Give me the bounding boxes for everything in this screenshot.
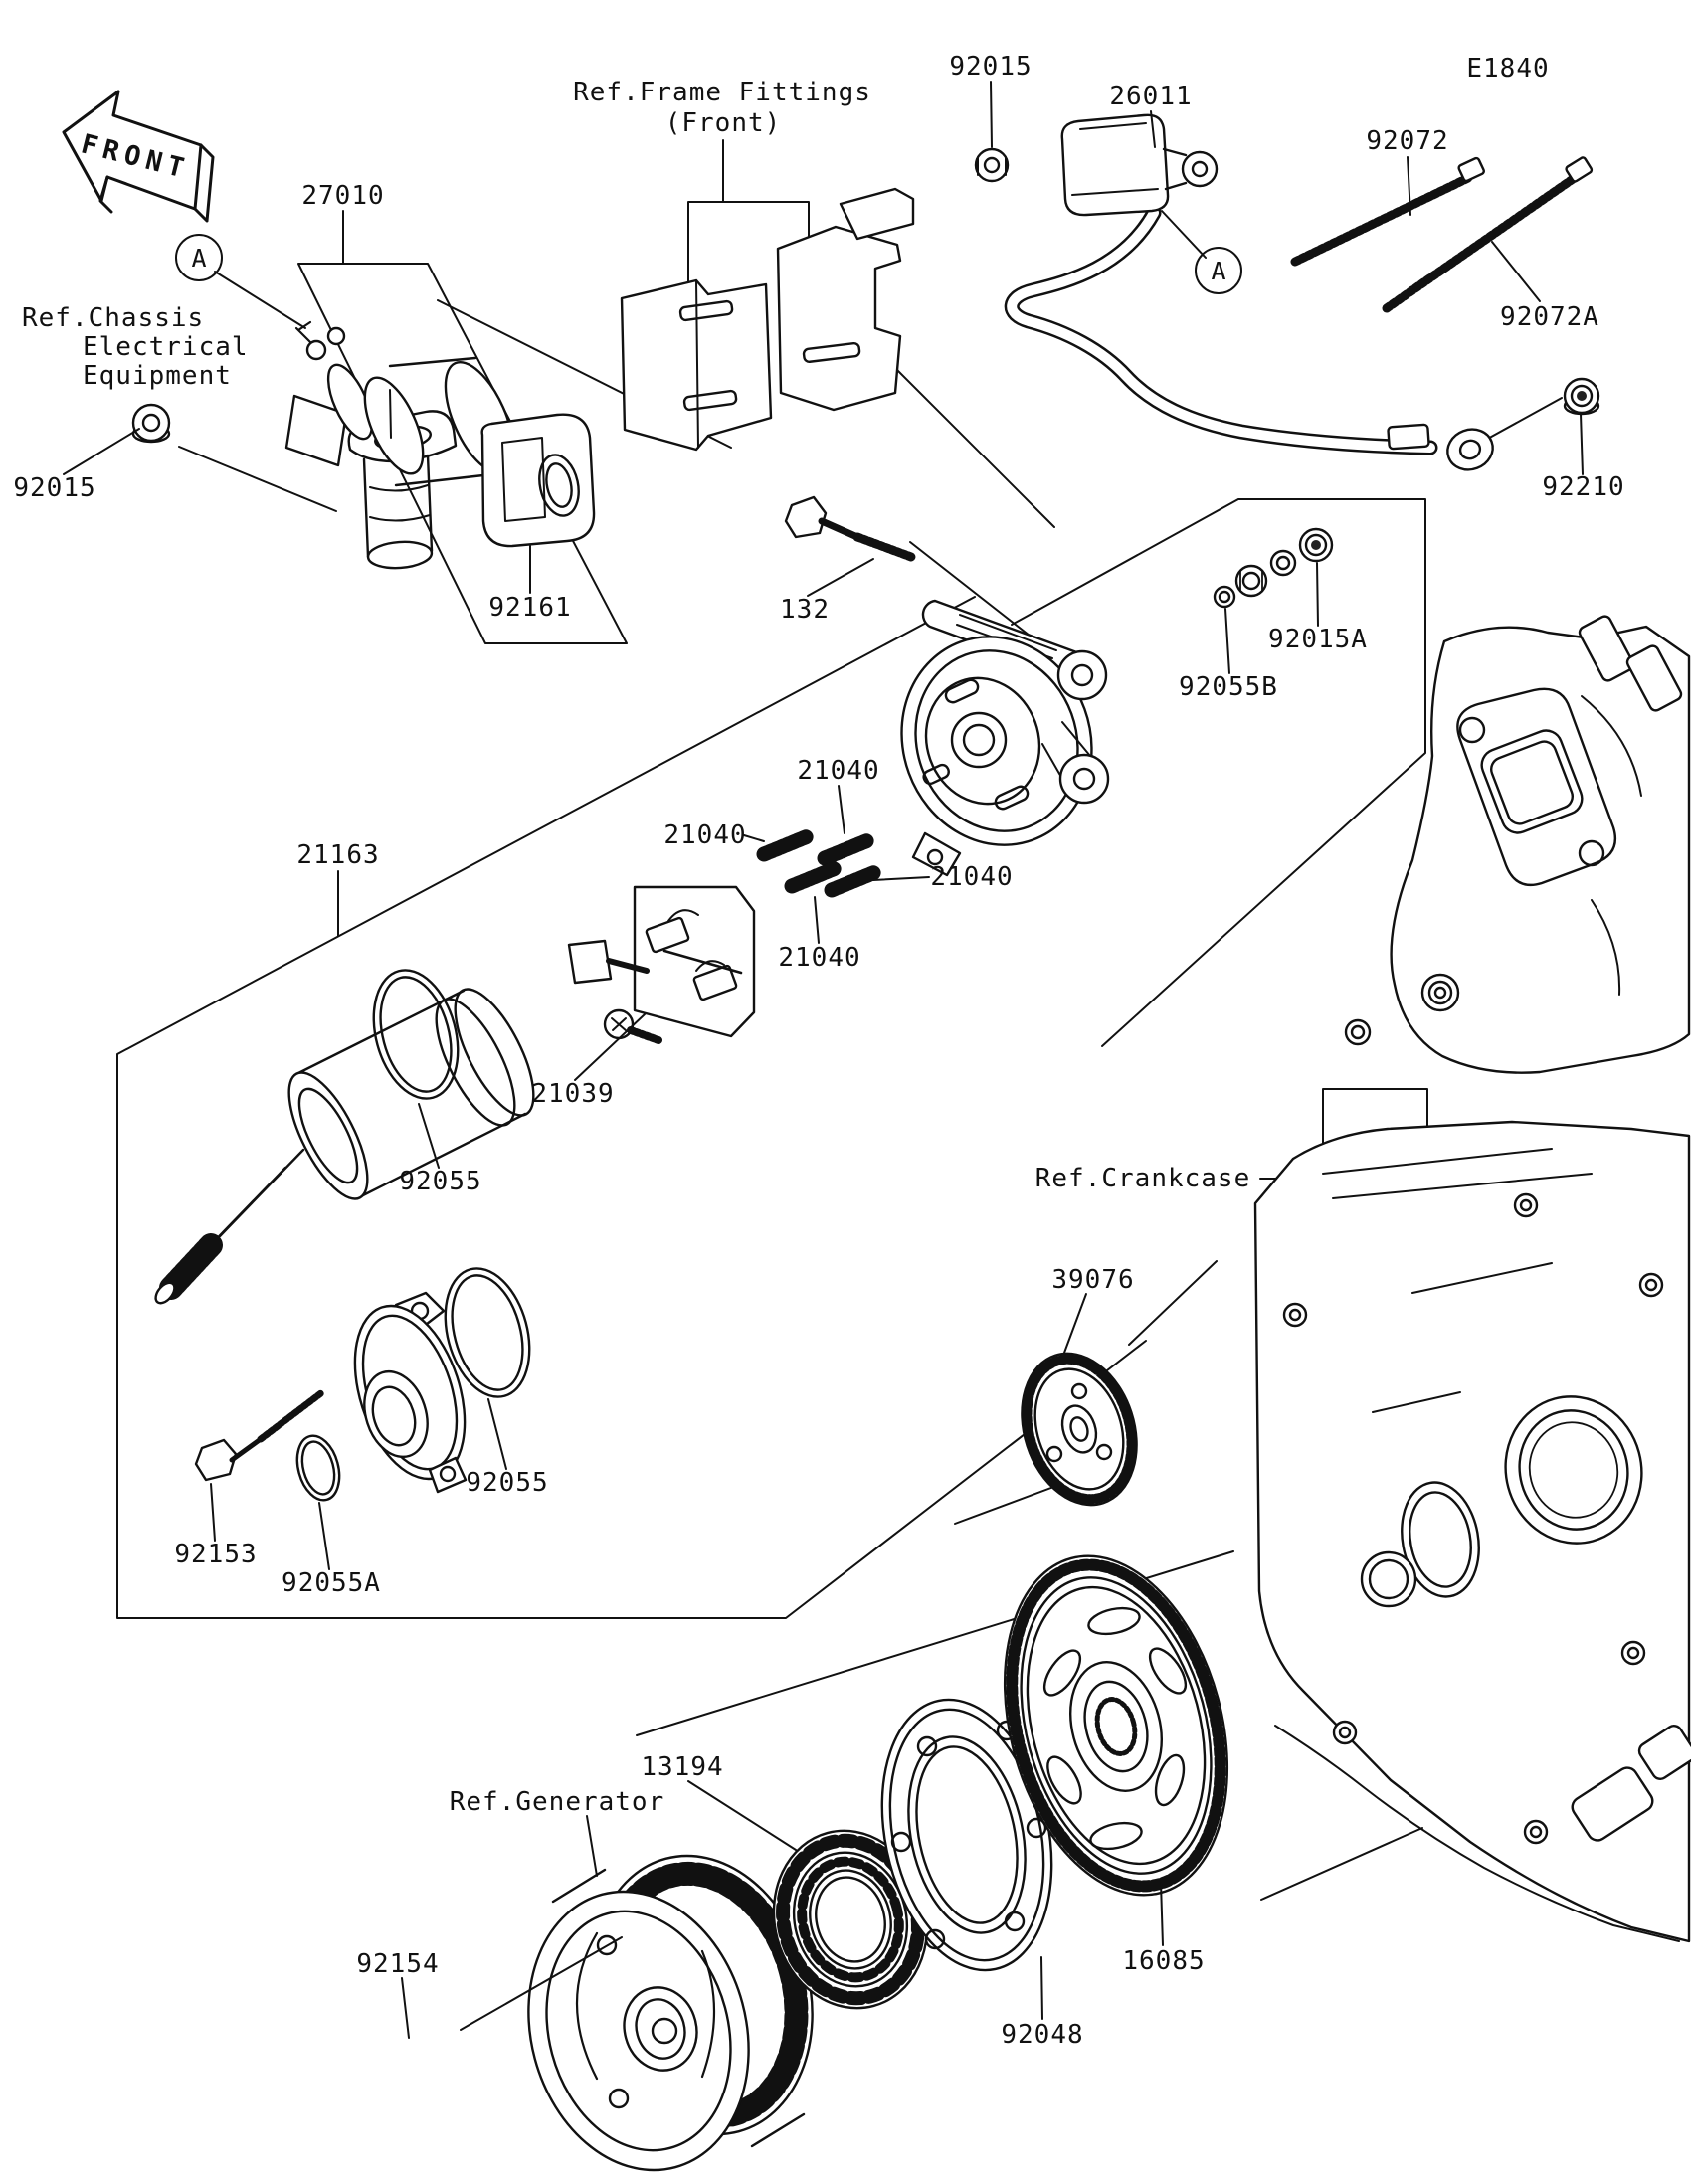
callout-a-right: A (1195, 247, 1242, 294)
part-label-92015a: 92015A (1268, 625, 1368, 654)
part-label-92015-left: 92015 (13, 473, 96, 503)
ref-chassis-line2: Electrical (83, 332, 249, 362)
part-label-16085: 16085 (1122, 1946, 1206, 1976)
part-label-92210: 92210 (1542, 472, 1625, 502)
part-label-27010: 27010 (301, 181, 385, 211)
part-label-21040-left: 21040 (663, 820, 747, 850)
ref-frame-fittings-line1: Ref.Frame Fittings (573, 78, 871, 107)
part-label-92072: 92072 (1366, 126, 1449, 156)
page-code: E1840 (1466, 54, 1550, 84)
part-label-92055a: 92055A (282, 1568, 381, 1598)
part-label-92015-top: 92015 (949, 52, 1033, 82)
part-label-21040-top: 21040 (797, 756, 880, 786)
part-label-92055-mid: 92055 (399, 1167, 482, 1196)
part-label-92048: 92048 (1001, 2020, 1084, 2050)
part-label-92055b: 92055B (1179, 672, 1278, 702)
nut-92015-left (133, 405, 169, 442)
nut-92210 (1565, 379, 1598, 414)
ref-chassis-block (22, 304, 249, 391)
part-label-21040-bottom: 21040 (778, 943, 861, 973)
part-label-92153: 92153 (174, 1540, 258, 1569)
brush-holder (569, 887, 754, 1040)
part-label-92072a: 92072A (1500, 302, 1599, 332)
crankcase-upper (1346, 615, 1689, 1073)
part-label-13194: 13194 (641, 1752, 724, 1782)
starter-motor-armature (152, 979, 549, 1307)
ref-frame-fittings-line2: (Front) (664, 108, 782, 138)
front-marker-text: FRONT (78, 128, 193, 186)
idle-gear-39076 (1004, 1339, 1156, 1520)
part-label-21039: 21039 (531, 1079, 615, 1109)
washer-set (1215, 529, 1332, 607)
part-label-39076: 39076 (1051, 1265, 1135, 1295)
brush-springs (764, 836, 875, 890)
ref-generator-label: Ref.Generator (449, 1787, 665, 1817)
callout-a-left: A (175, 234, 223, 281)
part-label-21163: 21163 (296, 840, 380, 870)
starter-end-frame (872, 601, 1120, 875)
ref-chassis-line1: Ref.Chassis (22, 303, 205, 333)
terminal-cap (482, 415, 594, 546)
part-label-132: 132 (780, 595, 830, 625)
cable-tie-long (1387, 156, 1593, 308)
part-label-21040-right: 21040 (930, 862, 1014, 892)
battery-cable (1012, 115, 1498, 476)
part-label-26011: 26011 (1109, 82, 1193, 111)
frame-fitting-bracket (622, 189, 913, 450)
nut-92015-top (976, 149, 1008, 181)
ref-chassis-line3: Equipment (83, 361, 232, 391)
crankcase-lower (1255, 1122, 1691, 1941)
part-label-92055-low: 92055 (466, 1468, 549, 1498)
part-label-92154: 92154 (356, 1949, 440, 1979)
bolt-132 (786, 497, 911, 557)
part-label-92161: 92161 (488, 593, 572, 623)
cable-tie-short (1295, 157, 1485, 262)
ref-crankcase-label: Ref.Crankcase (1034, 1164, 1251, 1193)
